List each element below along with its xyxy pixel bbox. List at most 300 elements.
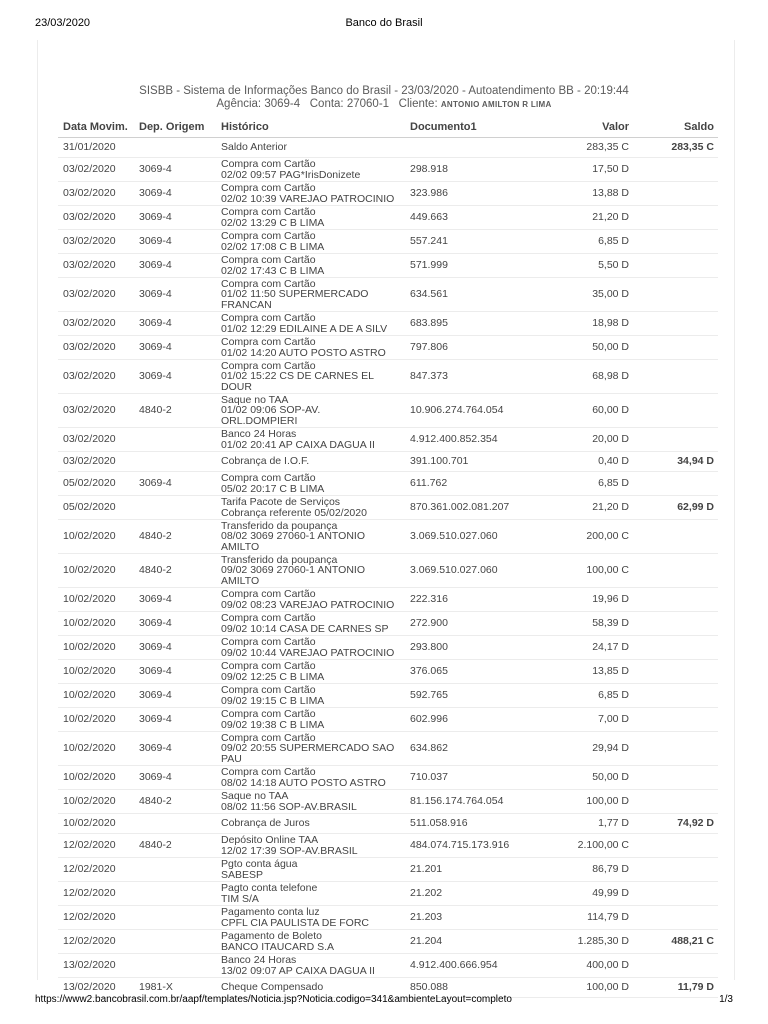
cell-valor: 13,85 D	[533, 660, 633, 684]
cell-dep-origem: 4840-2	[134, 394, 216, 428]
cell-date: 05/02/2020	[58, 496, 134, 520]
historico-line: 09/02 19:15 C B LIMA	[221, 694, 325, 707]
cell-saldo	[633, 206, 718, 230]
cell-saldo	[633, 612, 718, 636]
cell-historico	[216, 766, 405, 790]
cell-saldo	[633, 882, 718, 906]
cell-valor: 0,40 D	[533, 452, 633, 472]
table-row	[58, 636, 718, 660]
cell-documento: 634.862	[405, 732, 533, 766]
cell-valor: 50,00 D	[533, 766, 633, 790]
cell-dep-origem	[134, 906, 216, 930]
cell-date: 12/02/2020	[58, 906, 134, 930]
cell-dep-origem: 3069-4	[134, 278, 216, 312]
cell-dep-origem: 3069-4	[134, 254, 216, 278]
cell-date: 12/02/2020	[58, 858, 134, 882]
cell-documento: 592.765	[405, 684, 533, 708]
cell-documento: 449.663	[405, 206, 533, 230]
historico-line: Saque no TAA	[221, 790, 289, 802]
cell-historico	[216, 684, 405, 708]
cell-date: 03/02/2020	[58, 230, 134, 254]
col-header-doc: Documento1	[405, 117, 533, 138]
cell-documento: 683.895	[405, 312, 533, 336]
cell-dep-origem: 3069-4	[134, 206, 216, 230]
cell-valor: 1,77 D	[533, 814, 633, 834]
cell-date: 12/02/2020	[58, 834, 134, 858]
statement-body	[58, 138, 718, 998]
cell-valor: 18,98 D	[533, 312, 633, 336]
table-row	[58, 158, 718, 182]
cell-date: 31/01/2020	[58, 138, 134, 158]
historico-line: 01/02 09:06 SOP-AV.	[221, 404, 321, 417]
cell-saldo: 34,94 D	[633, 452, 718, 472]
historico-line: Compra com Cartão	[221, 731, 316, 744]
cell-historico	[216, 138, 405, 158]
historico-line: Compra com Cartão	[221, 766, 316, 778]
table-row	[58, 732, 718, 766]
cell-saldo	[633, 182, 718, 206]
conta-label: Conta:	[309, 98, 344, 110]
cell-dep-origem: 4840-2	[134, 834, 216, 858]
print-page-number: 1/3	[719, 994, 733, 1005]
table-row	[58, 834, 718, 858]
cell-date: 10/02/2020	[58, 684, 134, 708]
cell-historico	[216, 660, 405, 684]
cell-documento: 484.074.715.173.916	[405, 834, 533, 858]
cell-documento: 21.204	[405, 930, 533, 954]
historico-line: Compra com Cartão	[221, 708, 316, 720]
cell-documento: 391.100.701	[405, 452, 533, 472]
cell-historico	[216, 834, 405, 858]
cell-saldo: 488,21 C	[633, 930, 718, 954]
historico-line: 09/02 20:55 SUPERMERCADO SAO	[221, 742, 395, 755]
cell-historico	[216, 906, 405, 930]
cell-documento	[405, 138, 533, 158]
historico-line: 02/02 17:43 C B LIMA	[221, 264, 325, 277]
cell-dep-origem: 3069-4	[134, 636, 216, 660]
cell-saldo	[633, 766, 718, 790]
historico-line: 01/02 15:22 CS DE CARNES EL	[221, 370, 374, 383]
historico-line: 09/02 19:38 C B LIMA	[221, 718, 325, 731]
cell-dep-origem: 3069-4	[134, 732, 216, 766]
print-title: Banco do Brasil	[345, 17, 423, 29]
cell-date: 13/02/2020	[58, 954, 134, 978]
cell-documento: 797.806	[405, 336, 533, 360]
cell-dep-origem: 3069-4	[134, 230, 216, 254]
cell-historico	[216, 360, 405, 394]
cell-valor: 68,98 D	[533, 360, 633, 394]
cell-saldo	[633, 684, 718, 708]
historico-line: 02/02 09:57 PAG*IrisDonizete	[221, 168, 361, 181]
cell-valor: 2.100,00 C	[533, 834, 633, 858]
cell-dep-origem: 1981-X	[134, 978, 216, 998]
cell-dep-origem	[134, 428, 216, 452]
cell-historico	[216, 336, 405, 360]
cell-date: 03/02/2020	[58, 336, 134, 360]
historico-line: 01/02 20:41 AP CAIXA DAGUA II	[221, 438, 375, 451]
cell-historico	[216, 814, 405, 834]
cell-historico	[216, 612, 405, 636]
cell-dep-origem	[134, 858, 216, 882]
cell-documento: 3.069.510.027.060	[405, 520, 533, 554]
cell-valor: 100,00 C	[533, 554, 633, 588]
col-header-valor: Valor	[533, 117, 633, 138]
table-row	[58, 230, 718, 254]
historico-line: 08/02 14:18 AUTO POSTO ASTRO	[221, 776, 386, 789]
cell-date: 10/02/2020	[58, 708, 134, 732]
table-row	[58, 452, 718, 472]
historico-line: 01/02 11:50 SUPERMERCADO	[221, 288, 369, 301]
table-row	[58, 612, 718, 636]
table-row	[58, 790, 718, 814]
historico-line: AMILTO	[221, 574, 260, 587]
cell-documento: 21.203	[405, 906, 533, 930]
historico-line: 13/02 09:07 AP CAIXA DAGUA II	[221, 964, 375, 977]
cell-valor: 86,79 D	[533, 858, 633, 882]
conta-value: 27060-1	[346, 98, 390, 110]
cell-dep-origem: 4840-2	[134, 520, 216, 554]
cell-saldo: 62,99 D	[633, 496, 718, 520]
cell-valor: 114,79 D	[533, 906, 633, 930]
cell-saldo	[633, 858, 718, 882]
cell-documento: 4.912.400.666.954	[405, 954, 533, 978]
cell-historico	[216, 930, 405, 954]
cell-date: 10/02/2020	[58, 636, 134, 660]
historico-line: Pagto conta telefone	[221, 882, 318, 894]
col-header-saldo: Saldo	[633, 117, 718, 138]
cell-saldo	[633, 312, 718, 336]
table-row	[58, 182, 718, 206]
cell-saldo	[633, 554, 718, 588]
cell-documento: 850.088	[405, 978, 533, 998]
table-row	[58, 360, 718, 394]
cell-date: 10/02/2020	[58, 732, 134, 766]
cell-valor: 60,00 D	[533, 394, 633, 428]
cell-saldo	[633, 588, 718, 612]
cell-date: 05/02/2020	[58, 472, 134, 496]
cell-saldo	[633, 158, 718, 182]
cell-saldo	[633, 360, 718, 394]
col-header-hist: Histórico	[216, 117, 405, 138]
cell-historico	[216, 206, 405, 230]
cell-date: 13/02/2020	[58, 978, 134, 998]
historico-line: 08/02 3069 27060-1 ANTONIO	[221, 530, 365, 543]
agencia-value: 3069-4	[264, 98, 301, 110]
cell-documento: 511.058.916	[405, 814, 533, 834]
cell-dep-origem: 3069-4	[134, 158, 216, 182]
cell-historico	[216, 312, 405, 336]
cell-saldo: 283,35 C	[633, 138, 718, 158]
cell-dep-origem: 3069-4	[134, 684, 216, 708]
cell-dep-origem	[134, 814, 216, 834]
cell-historico	[216, 394, 405, 428]
historico-line: Tarifa Pacote de Serviços	[221, 496, 341, 508]
cell-date: 03/02/2020	[58, 360, 134, 394]
table-row	[58, 206, 718, 230]
historico-line: PAU	[221, 752, 242, 765]
cell-valor: 100,00 D	[533, 790, 633, 814]
historico-line: DOUR	[221, 380, 252, 393]
historico-line: Compra com Cartão	[221, 230, 316, 242]
agencia-label: Agência:	[216, 98, 262, 110]
cell-historico	[216, 554, 405, 588]
cell-valor: 19,96 D	[533, 588, 633, 612]
cell-date: 03/02/2020	[58, 254, 134, 278]
historico-line: Transferido da poupança	[221, 553, 338, 566]
cell-historico	[216, 708, 405, 732]
report-system-line: SISBB - Sistema de Informações Banco do Brasil - 23/03/2020 - Autoatendimento BB - 20:19:44	[139, 85, 629, 97]
historico-line: Banco 24 Horas	[221, 428, 297, 440]
cell-dep-origem: 3069-4	[134, 182, 216, 206]
cell-documento: 10.906.274.764.054	[405, 394, 533, 428]
cell-documento: 298.918	[405, 158, 533, 182]
cell-historico	[216, 882, 405, 906]
table-row	[58, 520, 718, 554]
cell-documento: 21.202	[405, 882, 533, 906]
table-row	[58, 684, 718, 708]
cell-dep-origem: 3069-4	[134, 766, 216, 790]
cell-date: 03/02/2020	[58, 206, 134, 230]
table-row	[58, 496, 718, 520]
cell-date: 03/02/2020	[58, 428, 134, 452]
cell-historico	[216, 472, 405, 496]
historico-line: 09/02 3069 27060-1 ANTONIO	[221, 564, 365, 577]
historico-line: Banco 24 Horas	[221, 954, 297, 966]
cell-saldo	[633, 472, 718, 496]
cell-historico	[216, 182, 405, 206]
historico-line: 02/02 13:29 C B LIMA	[221, 216, 325, 229]
cell-dep-origem: 3069-4	[134, 588, 216, 612]
cell-historico	[216, 858, 405, 882]
cell-saldo	[633, 336, 718, 360]
cell-saldo	[633, 394, 718, 428]
table-row	[58, 814, 718, 834]
historico-line: Cheque Compensado	[221, 981, 324, 994]
cell-valor: 6,85 D	[533, 472, 633, 496]
historico-line: 09/02 12:25 C B LIMA	[221, 670, 325, 683]
historico-line: 02/02 17:08 C B LIMA	[221, 240, 325, 253]
cell-dep-origem	[134, 452, 216, 472]
historico-line: TIM S/A	[221, 892, 259, 905]
cell-date: 10/02/2020	[58, 814, 134, 834]
table-row	[58, 954, 718, 978]
cell-documento: 870.361.002.081.207	[405, 496, 533, 520]
cell-documento: 611.762	[405, 472, 533, 496]
cell-saldo	[633, 230, 718, 254]
historico-line: Saque no TAA	[221, 393, 289, 406]
historico-line: ORL.DOMPIERI	[221, 414, 298, 427]
cell-dep-origem	[134, 930, 216, 954]
cell-date: 03/02/2020	[58, 158, 134, 182]
historico-line: Compra com Cartão	[221, 359, 316, 372]
historico-line: 02/02 10:39 VAREJAO PATROCINIO	[221, 192, 395, 205]
cell-documento: 571.999	[405, 254, 533, 278]
cell-dep-origem: 3069-4	[134, 708, 216, 732]
cell-historico	[216, 230, 405, 254]
cell-historico	[216, 588, 405, 612]
table-row	[58, 336, 718, 360]
cliente-value: ANTONIO AMILTON R LIMA	[440, 100, 552, 109]
historico-line: 01/02 12:29 EDILAINE A DE A SILV	[221, 322, 388, 335]
cell-date: 03/02/2020	[58, 394, 134, 428]
cell-valor: 49,99 D	[533, 882, 633, 906]
cell-valor: 21,20 D	[533, 206, 633, 230]
cell-valor: 283,35 C	[533, 138, 633, 158]
cell-historico	[216, 636, 405, 660]
cell-dep-origem: 3069-4	[134, 360, 216, 394]
cell-valor: 24,17 D	[533, 636, 633, 660]
historico-line: 08/02 11:56 SOP-AV.BRASIL	[221, 800, 357, 813]
print-footer	[0, 994, 768, 1008]
table-row	[58, 708, 718, 732]
historico-line: Compra com Cartão	[221, 612, 316, 624]
print-url: https://www2.bancobrasil.com.br/aapf/templates/Noticia.jsp?Noticia.codigo=341&ambienteLayout=completo	[35, 994, 512, 1005]
historico-line: Compra com Cartão	[221, 336, 316, 348]
table-row	[58, 660, 718, 684]
cell-dep-origem: 3069-4	[134, 312, 216, 336]
historico-line: 05/02 20:17 C B LIMA	[221, 482, 325, 495]
cell-date: 03/02/2020	[58, 312, 134, 336]
col-header-date: Data Movim.	[58, 117, 134, 138]
print-header	[0, 17, 768, 31]
historico-line: Compra com Cartão	[221, 312, 316, 324]
historico-line: BANCO ITAUCARD S.A	[221, 940, 334, 953]
table-row	[58, 906, 718, 930]
statement-header-row	[58, 117, 718, 138]
cell-historico	[216, 428, 405, 452]
historico-line: 01/02 14:20 AUTO POSTO ASTRO	[221, 346, 386, 359]
cell-dep-origem	[134, 496, 216, 520]
cell-saldo	[633, 254, 718, 278]
cell-date: 10/02/2020	[58, 554, 134, 588]
cell-dep-origem: 3069-4	[134, 336, 216, 360]
cell-valor: 13,88 D	[533, 182, 633, 206]
cell-date: 03/02/2020	[58, 278, 134, 312]
cell-saldo	[633, 520, 718, 554]
cell-historico	[216, 452, 405, 472]
cell-dep-origem	[134, 954, 216, 978]
historico-line: Compra com Cartão	[221, 277, 316, 290]
cell-date: 10/02/2020	[58, 520, 134, 554]
cell-saldo	[633, 790, 718, 814]
cliente-label: Cliente:	[398, 98, 438, 110]
historico-line: Cobrança de Juros	[221, 817, 310, 830]
cell-saldo	[633, 834, 718, 858]
historico-line: Compra com Cartão	[221, 254, 316, 266]
historico-line: AMILTO	[221, 540, 260, 553]
cell-dep-origem: 3069-4	[134, 472, 216, 496]
table-row	[58, 278, 718, 312]
cell-saldo	[633, 428, 718, 452]
cell-date: 12/02/2020	[58, 930, 134, 954]
cell-date: 10/02/2020	[58, 660, 134, 684]
cell-valor: 20,00 D	[533, 428, 633, 452]
cell-saldo	[633, 732, 718, 766]
cell-valor: 100,00 D	[533, 978, 633, 998]
table-row	[58, 554, 718, 588]
historico-line: Compra com Cartão	[221, 182, 316, 194]
cell-valor: 200,00 C	[533, 520, 633, 554]
cell-dep-origem: 3069-4	[134, 660, 216, 684]
cell-historico	[216, 790, 405, 814]
cell-documento: 847.373	[405, 360, 533, 394]
cell-date: 12/02/2020	[58, 882, 134, 906]
historico-line: 09/02 08:23 VAREJAO PATROCINIO	[221, 598, 395, 611]
cell-valor: 58,39 D	[533, 612, 633, 636]
cell-date: 10/02/2020	[58, 790, 134, 814]
cell-dep-origem: 4840-2	[134, 554, 216, 588]
cell-date: 03/02/2020	[58, 182, 134, 206]
cell-valor: 35,00 D	[533, 278, 633, 312]
cell-date: 10/02/2020	[58, 612, 134, 636]
cell-historico	[216, 954, 405, 978]
table-row	[58, 428, 718, 452]
cell-valor: 7,00 D	[533, 708, 633, 732]
cell-saldo	[633, 660, 718, 684]
historico-line: FRANCAN	[221, 298, 272, 311]
cell-documento: 4.912.400.852.354	[405, 428, 533, 452]
cell-documento: 710.037	[405, 766, 533, 790]
statement-table	[58, 117, 718, 998]
cell-valor: 29,94 D	[533, 732, 633, 766]
cell-documento: 376.065	[405, 660, 533, 684]
cell-valor: 17,50 D	[533, 158, 633, 182]
historico-line: Depósito Online TAA	[221, 834, 319, 846]
cell-valor: 1.285,30 D	[533, 930, 633, 954]
table-row	[58, 472, 718, 496]
print-date: 23/03/2020	[35, 17, 91, 29]
table-row	[58, 312, 718, 336]
table-row	[58, 930, 718, 954]
cell-saldo	[633, 278, 718, 312]
historico-line: Pagamento de Boleto	[221, 930, 322, 942]
historico-line: CPFL CIA PAULISTA DE FORC	[221, 916, 370, 929]
historico-line: Cobrança de I.O.F.	[221, 455, 310, 468]
cell-documento: 3.069.510.027.060	[405, 554, 533, 588]
table-row	[58, 254, 718, 278]
cell-dep-origem: 3069-4	[134, 612, 216, 636]
cell-dep-origem: 4840-2	[134, 790, 216, 814]
cell-valor: 6,85 D	[533, 230, 633, 254]
table-row	[58, 138, 718, 158]
cell-documento: 222.316	[405, 588, 533, 612]
cell-historico	[216, 278, 405, 312]
historico-line: SABESP	[221, 868, 264, 881]
report-header	[0, 85, 768, 111]
cell-valor: 21,20 D	[533, 496, 633, 520]
col-header-dep: Dep. Origem	[134, 117, 216, 138]
table-row	[58, 882, 718, 906]
cell-saldo	[633, 954, 718, 978]
historico-line: 09/02 10:44 VAREJAO PATROCINIO	[221, 646, 395, 659]
cell-dep-origem	[134, 882, 216, 906]
historico-line: Compra com Cartão	[221, 472, 316, 484]
cell-historico	[216, 158, 405, 182]
cell-documento: 634.561	[405, 278, 533, 312]
cell-historico	[216, 732, 405, 766]
historico-line: Cobrança referente 05/02/2020	[221, 506, 367, 519]
historico-line: 09/02 10:14 CASA DE CARNES SP	[221, 622, 389, 635]
table-row	[58, 766, 718, 790]
cell-date: 10/02/2020	[58, 588, 134, 612]
report-account-line	[0, 98, 768, 111]
cell-historico	[216, 520, 405, 554]
cell-documento: 293.800	[405, 636, 533, 660]
historico-line: Compra com Cartão	[221, 588, 316, 600]
historico-line: Compra com Cartão	[221, 684, 316, 696]
table-row	[58, 858, 718, 882]
historico-line: Compra com Cartão	[221, 206, 316, 218]
